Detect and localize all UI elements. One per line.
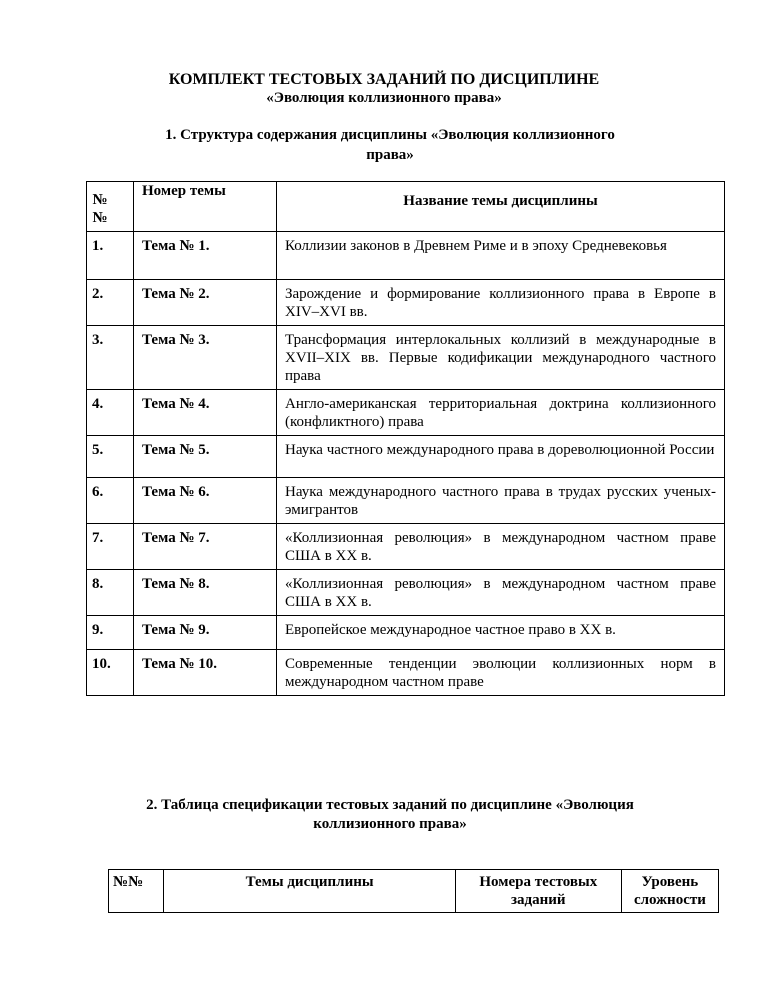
column-header-number [87, 182, 134, 232]
row-topic-number: Тема № 9. [134, 616, 277, 650]
row-number: 3. [87, 326, 134, 390]
table-header-row [87, 182, 725, 232]
test-specification-table [108, 869, 719, 913]
column-header-topic-name: Название темы дисциплины [277, 182, 725, 232]
table-row [87, 280, 725, 326]
row-number: 2. [87, 280, 134, 326]
column-header-number: №№ [109, 870, 164, 913]
row-topic-name: Англо-американская территориальная доктрина коллизионного (конфликтного) права [277, 390, 725, 436]
row-number: 6. [87, 478, 134, 524]
column-header-topic-number: Номер темы [134, 182, 277, 232]
row-topic-number: Тема № 1. [134, 232, 277, 280]
column-header-topics: Темы дисциплины [164, 870, 455, 913]
column-header-task-numbers: Номера тестовых заданий [455, 870, 621, 913]
table-row [87, 616, 725, 650]
row-topic-number: Тема № 3. [134, 326, 277, 390]
row-topic-name: Наука частного международного права в дореволюционной России [277, 436, 725, 478]
row-topic-name: Европейское международное частное право в XX в. [277, 616, 725, 650]
row-topic-name: «Коллизионная революция» в международном частном праве США в XX в. [277, 570, 725, 616]
row-topic-number: Тема № 8. [134, 570, 277, 616]
row-number: 7. [87, 524, 134, 570]
row-topic-number: Тема № 2. [134, 280, 277, 326]
row-topic-number: Тема № 7. [134, 524, 277, 570]
document-title: КОМПЛЕКТ ТЕСТОВЫХ ЗАДАНИЙ ПО ДИСЦИПЛИНЕ [168, 71, 600, 88]
table-row [87, 650, 725, 696]
table-row [87, 436, 725, 478]
row-number: 4. [87, 390, 134, 436]
row-number: 5. [87, 436, 134, 478]
row-topic-number: Тема № 5. [134, 436, 277, 478]
section-2-heading: 2. Таблица спецификации тестовых заданий по дисциплине «Эволюция коллизионного права» [146, 797, 634, 832]
row-topic-name: Современные тенденции эволюции коллизионных норм в международном частном праве [277, 650, 725, 696]
column-header-difficulty-level: Уровень сложности [621, 870, 718, 913]
row-topic-number: Тема № 10. [134, 650, 277, 696]
topics-structure-table [86, 181, 725, 696]
row-topic-number: Тема № 6. [134, 478, 277, 524]
row-topic-name: Трансформация интерлокальных коллизий в международные в XVII–XIX вв. Первые кодификации международного частного права [277, 326, 725, 390]
row-topic-name: Наука международного частного права в трудах русских ученых-эмигрантов [277, 478, 725, 524]
table-row [87, 390, 725, 436]
row-number: 10. [87, 650, 134, 696]
column-header-number-text: № № [92, 192, 108, 226]
row-number: 1. [87, 232, 134, 280]
row-number: 8. [87, 570, 134, 616]
row-topic-name: «Коллизионная революция» в международном частном праве США в XX в. [277, 524, 725, 570]
table-header-row [109, 870, 719, 913]
row-topic-name: Зарождение и формирование коллизионного права в Европе в XIV–XVI вв. [277, 280, 725, 326]
document-subtitle: «Эволюция коллизионного права» [266, 90, 502, 106]
table-row [87, 478, 725, 524]
table-row [87, 232, 725, 280]
row-topic-name: Коллизии законов в Древнем Риме и в эпоху Средневековья [277, 232, 725, 280]
table-row [87, 570, 725, 616]
table-row [87, 326, 725, 390]
section-1-heading: 1. Структура содержания дисциплины «Эволюция коллизионного права» [165, 127, 615, 163]
table-row [87, 524, 725, 570]
row-topic-number: Тема № 4. [134, 390, 277, 436]
row-number: 9. [87, 616, 134, 650]
